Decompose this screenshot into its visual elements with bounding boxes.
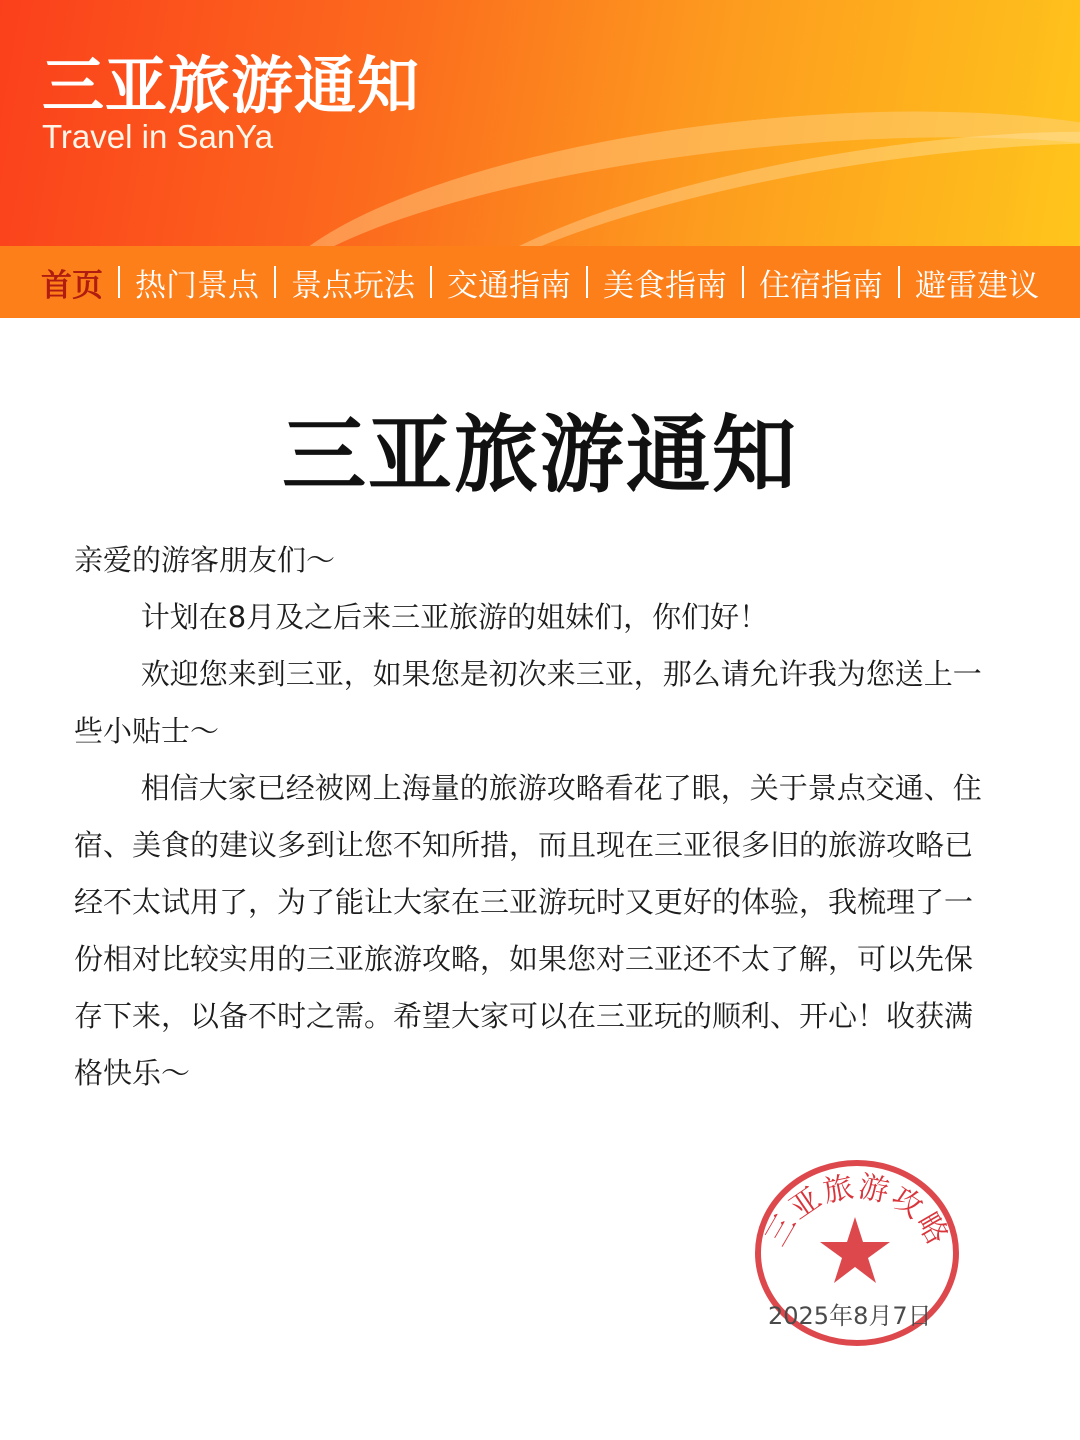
banner-title: 三亚旅游通知 <box>42 49 421 122</box>
paragraph: 相信大家已经被网上海量的旅游攻略看花了眼，关于景点交通、住宿、美食的建议多到让您不知所措，而且现在三亚很多旧的旅游攻略已经不太试用了，为了能让大家在三亚游玩时又更好的体验，我梳理了一份相对比较实用的三亚旅游攻略，如果您对三亚还不太了解，可以先保存下来，以备不时之需。希望大家可以在三亚玩的顺利、开心！收获满格快乐～ <box>74 771 982 1090</box>
document-title: 三亚旅游通知 <box>281 406 798 504</box>
greeting: 亲爱的游客朋友们～ <box>74 543 336 577</box>
nav-separator <box>118 266 120 298</box>
nav-separator <box>898 266 900 298</box>
header-banner <box>0 0 1080 246</box>
document-body <box>74 532 988 1102</box>
nav-separator <box>742 266 744 298</box>
star-icon <box>820 1217 890 1283</box>
banner-subtitle: Travel in SanYa <box>42 118 274 155</box>
paragraph: 计划在8月及之后来三亚旅游的姐妹们，你们好！ <box>140 600 769 634</box>
nav-separator <box>274 266 276 298</box>
nav-item-lodging[interactable]: 住宿指南 <box>759 267 883 304</box>
nav-item-home[interactable]: 首页 <box>41 267 103 304</box>
nav-item-spot-guide[interactable]: 景点玩法 <box>291 267 415 304</box>
nav-item-transport[interactable]: 交通指南 <box>447 267 571 304</box>
nav-item-hot-spots[interactable]: 热门景点 <box>135 267 259 304</box>
main-nav <box>0 246 1080 318</box>
nav-separator <box>430 266 432 298</box>
paragraph: 欢迎您来到三亚，如果您是初次来三亚，那么请允许我为您送上一些小贴士～ <box>74 657 982 748</box>
seal-date: 2025年8月7日 <box>768 1302 932 1330</box>
nav-separator <box>586 266 588 298</box>
seal-text: 三亚旅游攻略 <box>758 1169 956 1253</box>
nav-item-pitfalls[interactable]: 避雷建议 <box>915 267 1039 304</box>
nav-item-food[interactable]: 美食指南 <box>603 267 727 304</box>
